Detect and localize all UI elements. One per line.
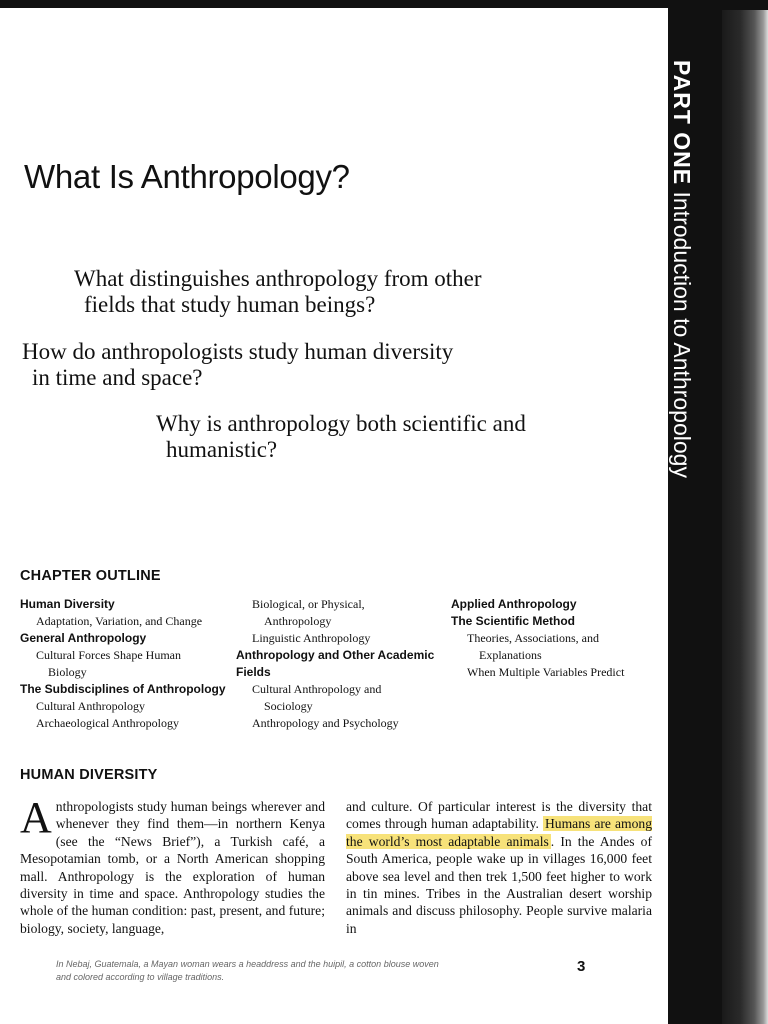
highlighted-text: Humans are among the world’s most adaptable animals (346, 816, 652, 849)
page-number: 3 (577, 958, 586, 975)
question-1 (74, 266, 482, 318)
outline-item: Sociology (264, 699, 313, 713)
outline-heading: Anthropology and Other Academic (236, 648, 435, 662)
caption-line-2: and colored according to village traditions. (56, 972, 225, 982)
outline-column-2 (236, 596, 436, 732)
drop-cap: A (20, 793, 52, 842)
question-2 (22, 339, 453, 391)
outline-column-3 (451, 596, 661, 681)
question-3-line2: humanistic? (166, 437, 278, 462)
body-column-2 (346, 798, 652, 937)
part-title: Introduction to Anthropology (669, 191, 695, 478)
question-2-line2: in time and space? (32, 365, 203, 390)
question-3-line1: Why is anthropology both scientific and (156, 411, 526, 436)
outline-item: Anthropology and Psychology (252, 716, 399, 730)
question-3 (156, 411, 526, 463)
section-heading: HUMAN DIVERSITY (20, 767, 158, 783)
outline-heading: Fields (236, 665, 271, 679)
body-text-2b: . In the Andes of South America, people wake up in villages 16,000 feet above sea level and then trek 1,500 feet higher to work in tin mines. Tribes in the Australian desert worship animals and discuss philosophy. People survive malaria in (346, 833, 653, 936)
outline-item: Cultural Anthropology and (252, 682, 382, 696)
outline-item: Cultural Anthropology (36, 699, 145, 713)
outline-item: Anthropology (264, 614, 332, 628)
outline-item: Linguistic Anthropology (252, 631, 371, 645)
body-text-1: nthropologists study human beings wherever and whenever they find them—in northern Kenya (see the “News Brief”), a Turkish café, a Mesopotamian tomb, or a North American shopping mall. Anthropology is the exploration of human diversity in time and space. Anthropology studies the whole of the human condition: past, present, and future; biology, society, language, (20, 799, 325, 936)
outline-heading: Human Diversity (20, 597, 115, 611)
part-label (655, 60, 695, 500)
outline-heading: The Scientific Method (451, 614, 576, 628)
chapter-outline-heading: CHAPTER OUTLINE (20, 568, 161, 584)
outline-item: Theories, Associations, and (467, 631, 599, 645)
top-border (0, 0, 768, 8)
outline-item: Biological, or Physical, (252, 597, 365, 611)
question-1-line2: fields that study human beings? (84, 292, 376, 317)
body-column-1 (20, 793, 325, 937)
caption-line-1: In Nebaj, Guatemala, a Mayan woman wears a headdress and the huipil, a cotton blouse woven (56, 959, 439, 969)
outline-item: Biology (48, 665, 87, 679)
outline-heading: The Subdisciplines of Anthropology (20, 682, 226, 696)
outline-item: Archaeological Anthropology (36, 716, 179, 730)
outline-item: Explanations (479, 648, 542, 662)
question-1-line1: What distinguishes anthropology from other (74, 266, 482, 291)
outline-heading: Applied Anthropology (451, 597, 577, 611)
outline-item: When Multiple Variables Predict (467, 665, 625, 679)
chapter-title: What Is Anthropology? (24, 158, 350, 195)
photo-caption (56, 958, 496, 984)
question-2-line1: How do anthropologists study human diversity (22, 339, 454, 364)
body-text-2a: and culture. Of particular interest is the diversity that comes through human adaptability. (346, 799, 652, 832)
outline-heading: General Anthropology (20, 631, 147, 645)
part-number: PART ONE (669, 60, 695, 186)
outline-item: Cultural Forces Shape Human (36, 648, 181, 662)
page-curl-shadow (722, 10, 768, 1024)
outline-column-1 (20, 596, 230, 732)
outline-item: Adaptation, Variation, and Change (36, 614, 203, 628)
